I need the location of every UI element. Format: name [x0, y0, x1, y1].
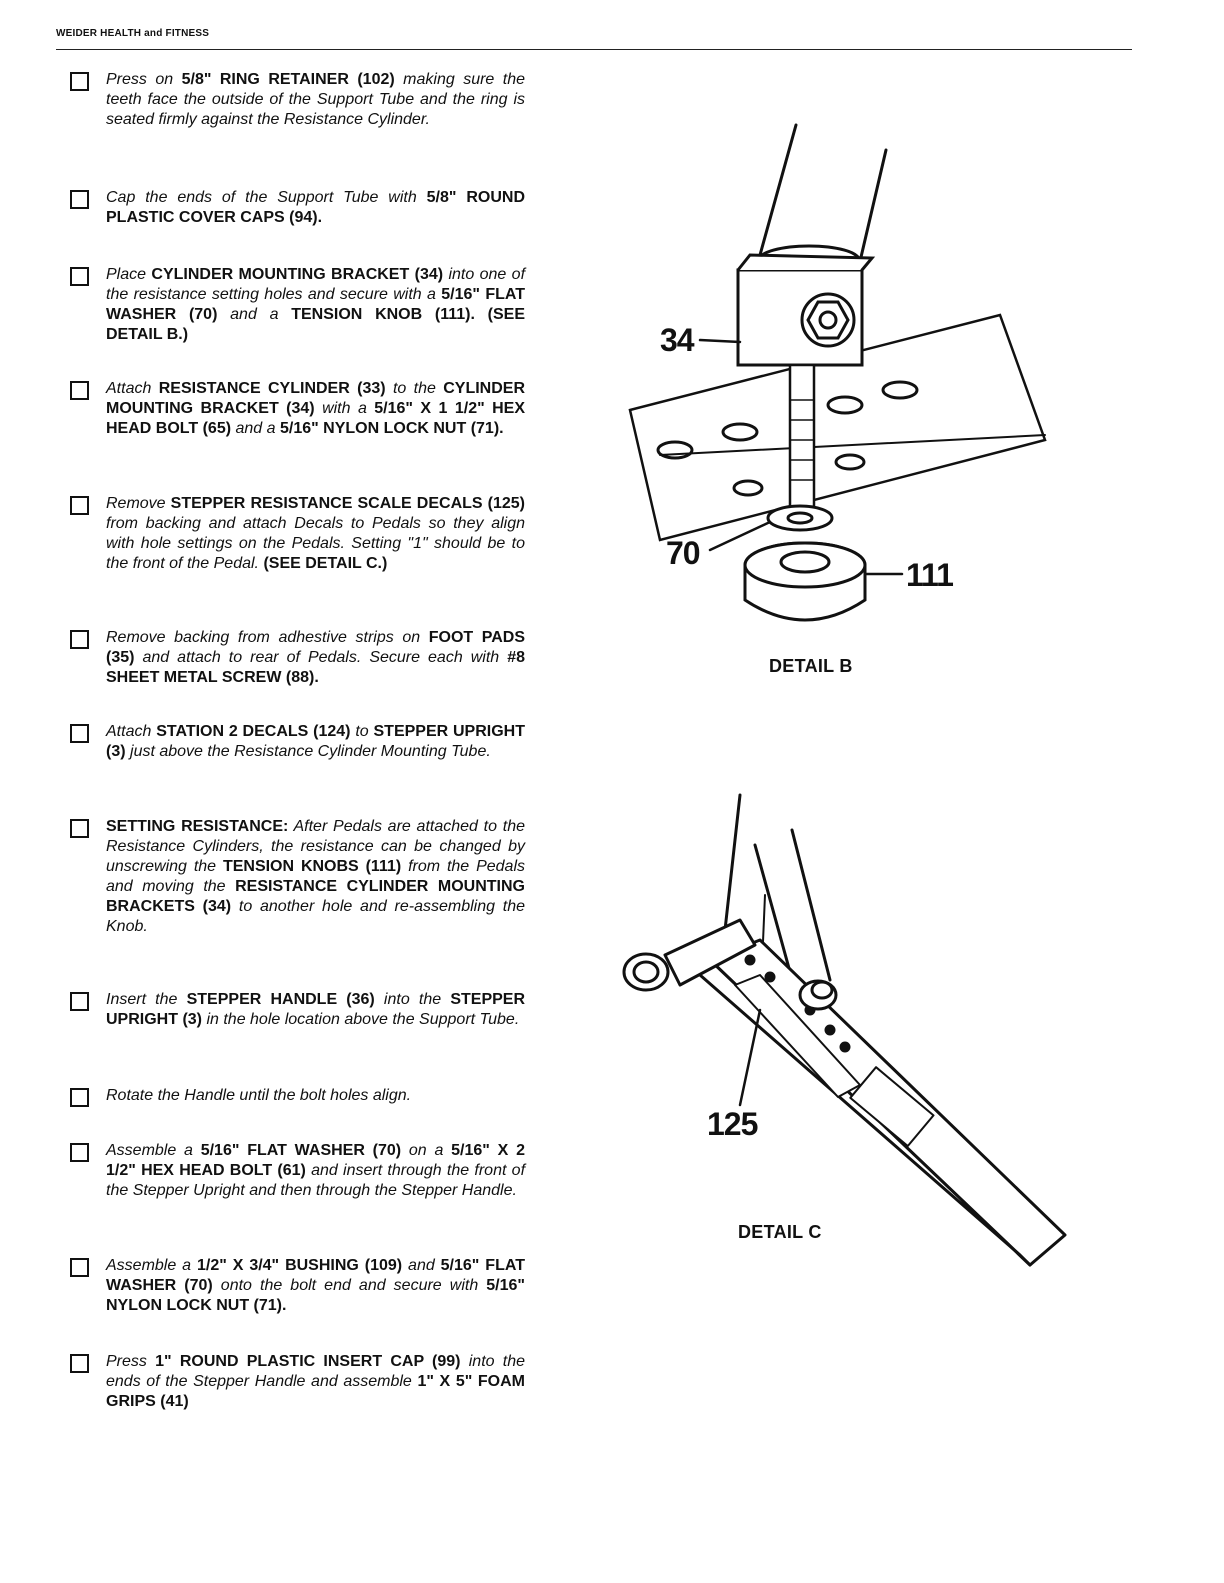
- step-checkbox[interactable]: [70, 1258, 89, 1277]
- step-instruction: Cap the ends of the Support Tube with: [106, 189, 427, 206]
- step-instruction: making sure the teeth face the outside of the Support Tube and the ring is seated firmly against the Resistance Cylinder.: [106, 71, 526, 128]
- step-text: [106, 379, 525, 439]
- instruction-step: [70, 990, 525, 1030]
- part-name: RESISTANCE CYLINDER (33): [158, 380, 386, 397]
- part-name: 5/16" NYLON LOCK NUT (71).: [106, 1277, 526, 1314]
- step-instruction: from the Pedals and moving the: [106, 858, 525, 895]
- step-instruction: and attach to rear of Pedals. Secure each with: [134, 649, 508, 666]
- callout-34: 34: [660, 322, 694, 358]
- instruction-step: [70, 628, 525, 688]
- instruction-step: [70, 722, 525, 762]
- part-name: 5/16" NYLON LOCK NUT (71).: [279, 420, 504, 437]
- step-instruction: just above the Resistance Cylinder Mounting Tube.: [125, 743, 491, 760]
- callout-70: 70: [666, 535, 700, 571]
- detail-b-caption: DETAIL B: [769, 656, 853, 676]
- step-instruction: Insert the: [106, 991, 187, 1008]
- step-instruction: to the: [385, 380, 444, 397]
- step-instruction: into the ends of the Stepper Handle and assemble: [106, 1353, 526, 1390]
- step-text: [106, 1086, 525, 1106]
- part-name: 5/16" X 1 1/2" HEX HEAD BOLT (65): [106, 400, 526, 437]
- step-instruction: onto the bolt end and secure with: [212, 1277, 487, 1294]
- instruction-step: [70, 379, 525, 439]
- instruction-step: [70, 817, 525, 937]
- step-instruction: Attach: [106, 723, 157, 740]
- step-checkbox[interactable]: [70, 992, 89, 1011]
- step-instruction: to: [350, 723, 374, 740]
- part-name: 5/16" FLAT WASHER (70): [106, 286, 526, 323]
- step-instruction: and: [402, 1257, 441, 1274]
- part-name: 1" X 5" FOAM GRIPS (41): [106, 1373, 526, 1410]
- instruction-step: [70, 1256, 525, 1316]
- step-checkbox[interactable]: [70, 1088, 89, 1107]
- instruction-step: [70, 1141, 525, 1201]
- step-checkbox[interactable]: [70, 190, 89, 209]
- part-name: (SEE DETAIL C.): [263, 555, 388, 572]
- part-name: RESISTANCE CYLINDER MOUNTING BRACKETS (34): [106, 878, 525, 915]
- instruction-step: [70, 1352, 525, 1412]
- step-instruction: from backing and attach Decals to Pedals so they align with hole settings on the Pedals. Setting "1" should be to the front of the Pedal.: [106, 515, 525, 572]
- part-name: TENSION KNOB (111). (SEE DETAIL B.): [106, 306, 526, 343]
- part-name: SETTING RESISTANCE:: [106, 818, 289, 835]
- part-name: FOOT PADS (35): [106, 629, 525, 666]
- part-name: CYLINDER MOUNTING BRACKET (34): [106, 380, 526, 417]
- part-name: 5/16" X 2 1/2" HEX HEAD BOLT (61): [106, 1142, 526, 1179]
- step-instruction: Assemble a: [106, 1257, 197, 1274]
- detail-c-caption: DETAIL C: [738, 1222, 822, 1242]
- step-checkbox[interactable]: [70, 496, 89, 515]
- part-name: STEPPER UPRIGHT (3): [106, 723, 526, 760]
- step-checkbox[interactable]: [70, 630, 89, 649]
- step-checkbox[interactable]: [70, 1354, 89, 1373]
- part-name: STEPPER HANDLE (36): [186, 991, 375, 1008]
- step-instruction: and insert through the front of the Stepper Upright and then through the Stepper Handle.: [106, 1162, 526, 1199]
- step-checkbox[interactable]: [70, 267, 89, 286]
- step-text: [106, 817, 525, 937]
- instruction-step: [70, 494, 525, 574]
- step-checkbox[interactable]: [70, 381, 89, 400]
- step-instruction: Rotate the Handle until the bolt holes align.: [106, 1087, 412, 1104]
- step-instruction: Remove: [106, 495, 171, 512]
- instruction-step: [70, 265, 525, 345]
- step-text: [106, 722, 525, 762]
- part-name: 5/16" FLAT WASHER (70): [106, 1257, 525, 1294]
- part-name: 1/2" X 3/4" BUSHING (109): [196, 1257, 403, 1274]
- step-instruction: Place: [106, 266, 152, 283]
- step-checkbox[interactable]: [70, 72, 89, 91]
- part-name: 1" ROUND PLASTIC INSERT CAP (99): [155, 1353, 461, 1370]
- part-name: 5/8" ROUND PLASTIC COVER CAPS (94).: [106, 189, 526, 226]
- part-name: 5/16" FLAT WASHER (70): [200, 1142, 402, 1159]
- page-header: WEIDER HEALTH and FITNESS: [56, 28, 210, 39]
- part-name: STEPPER RESISTANCE SCALE DECALS (125): [170, 495, 525, 512]
- step-instruction: and a: [231, 420, 280, 437]
- step-instruction: into one of the resistance setting holes and secure with a: [106, 266, 526, 303]
- part-name: TENSION KNOBS (111): [222, 858, 402, 875]
- step-instruction: in the hole location above the Support Tube.: [202, 1011, 520, 1028]
- step-text: [106, 990, 525, 1030]
- step-text: [106, 494, 525, 574]
- step-text: [106, 188, 525, 228]
- header-rule: [56, 49, 1132, 50]
- part-name: 5/8" RING RETAINER (102): [181, 71, 395, 88]
- step-instruction: into the: [374, 991, 451, 1008]
- step-instruction: and a: [217, 306, 292, 323]
- step-instruction: on a: [401, 1142, 452, 1159]
- step-instruction: Attach: [106, 380, 159, 397]
- step-text: [106, 1352, 525, 1412]
- step-instruction: Assemble a: [106, 1142, 201, 1159]
- step-text: [106, 1141, 525, 1201]
- step-checkbox[interactable]: [70, 1143, 89, 1162]
- step-text: [106, 70, 525, 130]
- step-text: [106, 628, 525, 688]
- callout-125: 125: [707, 1106, 758, 1142]
- step-instruction: Remove backing from adhestive strips on: [106, 629, 429, 646]
- part-name: #8 SHEET METAL SCREW (88).: [106, 649, 525, 686]
- step-instruction: Press: [106, 1353, 156, 1370]
- step-instruction: to another hole and re-assembling the Knob.: [106, 898, 526, 935]
- detail-c-illustration: [610, 785, 1090, 1285]
- instruction-step: [70, 188, 525, 228]
- callout-111: 111: [906, 557, 953, 593]
- step-instruction: with a: [314, 400, 375, 417]
- step-instruction: After Pedals are attached to the Resistance Cylinders, the resistance can be changed by unscrewing the: [106, 818, 525, 875]
- step-checkbox[interactable]: [70, 819, 89, 838]
- instruction-step: [70, 1086, 525, 1107]
- part-name: STATION 2 DECALS (124): [156, 723, 351, 740]
- step-text: [106, 1256, 525, 1316]
- instruction-step: [70, 70, 525, 130]
- step-text: [106, 265, 525, 345]
- step-instruction: Press on: [106, 71, 182, 88]
- part-name: STEPPER UPRIGHT (3): [106, 991, 526, 1028]
- step-checkbox[interactable]: [70, 724, 89, 743]
- part-name: CYLINDER MOUNTING BRACKET (34): [151, 266, 444, 283]
